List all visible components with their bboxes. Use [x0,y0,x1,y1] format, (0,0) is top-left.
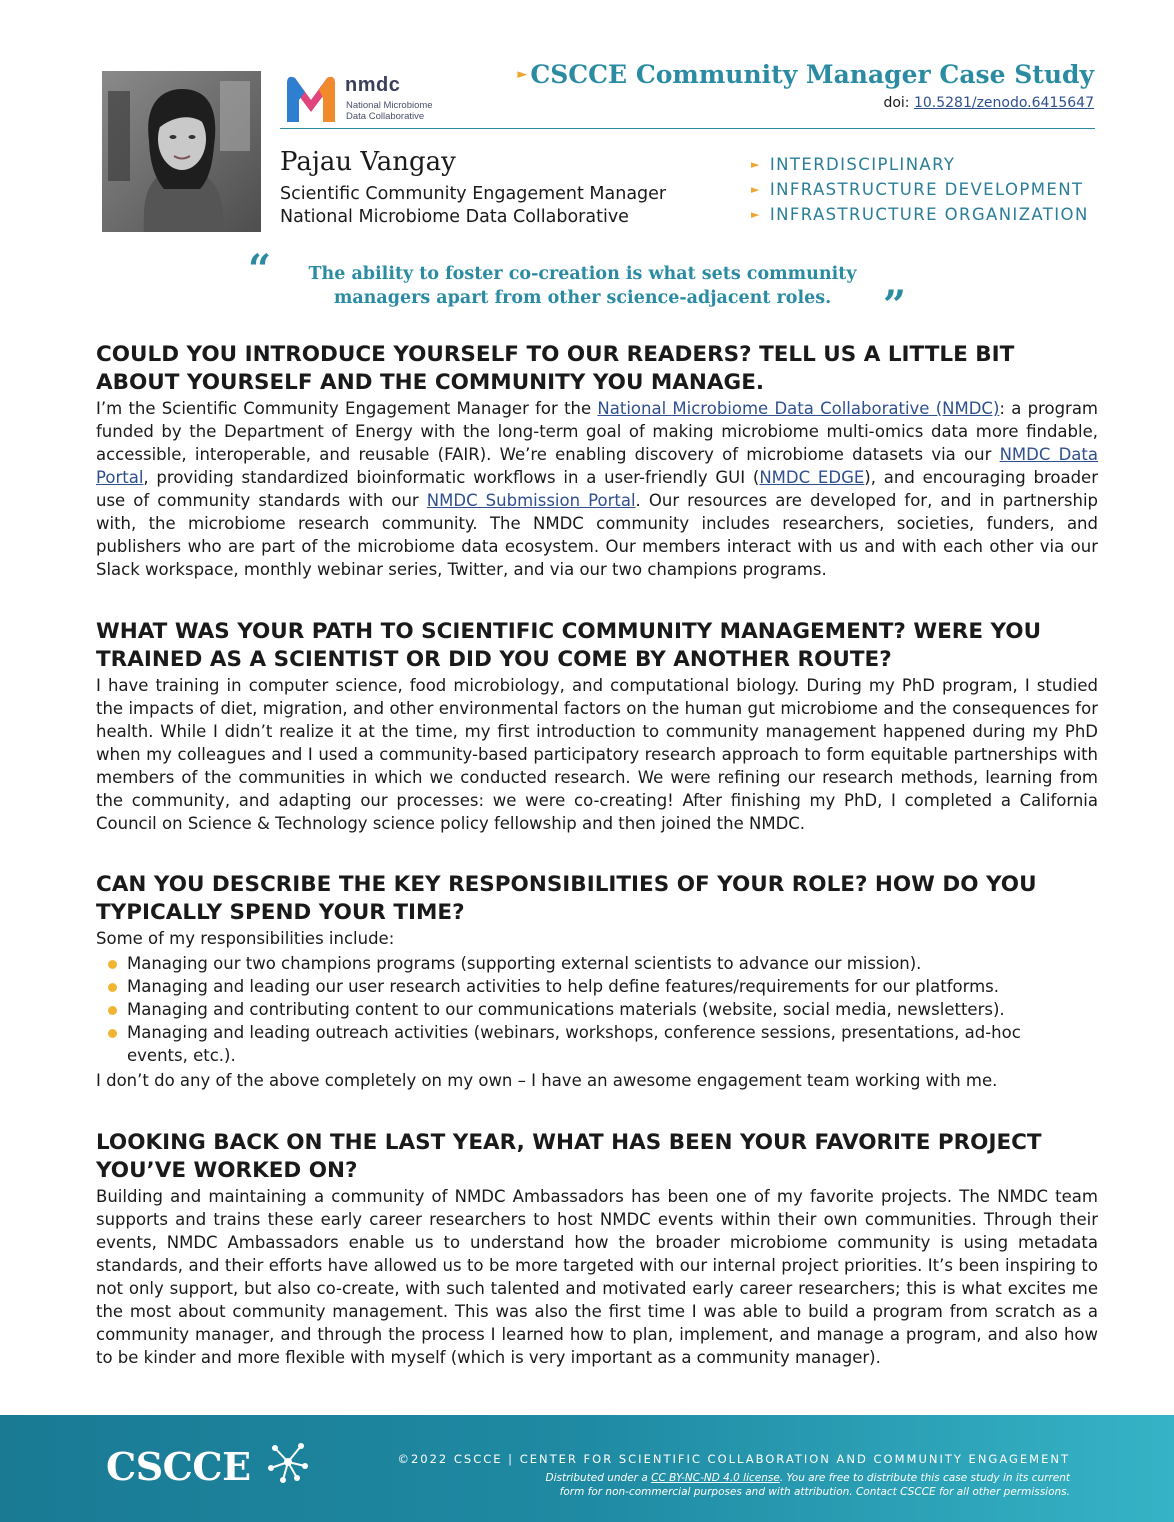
qa-section-path [96,618,1098,835]
triangle-bullet-icon: ► [751,208,761,221]
footer-banner [0,1415,1174,1522]
nmdc-m-mark-icon [283,70,341,126]
triangle-bullet-icon: ► [751,158,761,171]
qa-section-intro [96,341,1098,581]
close-quote-icon: ” [883,282,907,329]
nmdc-logo-word: nmdc [345,74,401,96]
topic-tag-label: INFRASTRUCTURE DEVELOPMENT [769,180,1084,199]
profile-photo [102,71,261,232]
footer-license: Distributed under a CC BY-NC-ND 4.0 license. You are free to distribute this case study in its current form for non-commercial purposes and with attribution. Contact CSCCE for all other permissions. [545,1472,1070,1498]
list-item: Managing and leading outreach activities (webinars, workshops, conference sessions, presentations, ad-hoc events, etc.). [127,1021,1027,1067]
role-title: Scientific Community Engagement Manager [280,184,667,204]
case-study-title-text: CSCCE Community Manager Case Study [530,60,1094,89]
nmdc-logo [283,70,443,126]
pull-quote: The ability to foster co-creation is what sets community managers apart from other science-adjacent roles. [308,264,857,308]
responsibility-list [96,952,1027,1067]
topic-tag-label: INFRASTRUCTURE ORGANIZATION [769,205,1089,224]
role-organization: National Microbiome Data Collaborative [280,207,629,227]
person-name: Pajau Vangay [280,147,456,177]
nmdc-link[interactable]: National Microbiome Data Collaborative (NMDC) [597,399,1000,418]
qa-section-favorite-project [96,1129,1098,1369]
nmdc-logo-subtitle: National Microbiome Data Collaborative [346,100,433,122]
topic-tag [751,177,1089,202]
nmdc-submission-portal-link[interactable]: NMDC Submission Portal [426,491,636,510]
section-body: I’m the Scientific Community Engagement Manager for the National Microbiome Data Collaborative (NMDC): a program funded by the Department of Energy with the long-term goal of making microbiome multi-omics data more findable, accessible, interoperable, and reusable (FAIR). We’re enabling discovery of microbiome datasets via our NMDC Data Portal, providing standardized bioinformatic workflows in a user-friendly GUI (NMDC EDGE), and encouraging broader use of community standards with our NMDC Submission Portal. Our resources are developed for, and in partnership with, the microbiome research community. The NMDC community includes researchers, societies, funders, and publishers who are part of the microbiome data ecosystem. Our members interact with us and with each other via our Slack workspace, monthly webinar series, Twitter, and via our two champions programs. [96,399,1099,579]
doi-line [883,95,1094,111]
section-heading: CAN YOU DESCRIBE THE KEY RESPONSIBILITIES OF YOUR ROLE? HOW DO YOU TYPICALLY SPEND YOUR TIME? [96,872,1037,925]
doi-link[interactable]: 10.5281/zenodo.6415647 [913,95,1094,111]
cscce-logo [106,1440,311,1489]
section-body: Building and maintaining a community of NMDC Ambassadors has been one of my favorite projects. The NMDC team supports and trains these early career researchers to host NMDC events within their own communities. Through their events, NMDC Ambassadors enable us to understand how the broader microbiome community is using metadata standards, and their efforts have allowed us to be more targeted with our internal project priorities. It’s been inspiring to not only support, but also co-create, with such talented and motivated early career researchers; this is what excites me the most about community management. This was also the first time I was able to build a program from scratch as a community manager, and through the process I learned how to plan, implement, and manage a program, and also how to be kinder and more flexible with myself (which is very important as a community manager). [96,1187,1098,1367]
list-item: Managing and leading our user research activities to help define features/requirements for our platforms. [127,975,1027,998]
header-divider [280,128,1095,129]
section-heading: LOOKING BACK ON THE LAST YEAR, WHAT HAS BEEN YOUR FAVORITE PROJECT YOU’VE WORKED ON? [96,1130,1042,1183]
cscce-logo-text: CSCCE [106,1444,251,1489]
triangle-bullet-icon: ► [517,67,528,82]
open-quote-icon: “ [248,246,272,293]
topic-tag-label: INTERDISCIPLINARY [769,155,956,174]
list-item: Managing our two champions programs (supporting external scientists to advance our mission). [127,952,1027,975]
section-intro: Some of my responsibilities include: [96,929,395,948]
qa-section-responsibilities [96,871,1098,1092]
section-outro: I don’t do any of the above completely on my own – I have an awesome engagement team working with me. [96,1071,998,1090]
list-item: Managing and contributing content to our communications materials (website, social media, newsletters). [127,998,1027,1021]
section-heading: COULD YOU INTRODUCE YOURSELF TO OUR READERS? TELL US A LITTLE BIT ABOUT YOURSELF AND THE COMMUNITY YOU MANAGE. [96,342,1015,395]
triangle-bullet-icon: ► [751,183,761,196]
portrait-image [102,71,261,232]
network-icon [265,1440,311,1484]
topic-tag [751,202,1089,227]
topic-tags [751,152,1089,227]
section-body: I have training in computer science, food microbiology, and computational biology. During my PhD program, I studied the impacts of diet, migration, and other environmental factors on the human gut microbiome and the consequences for health. While I didn’t realize it at the time, my first introduction to community management happened during my PhD when my colleagues and I used a community-based participatory research approach to form equitable partnerships with members of the communities in which we conducted research. We were refining our research methods, learning from the community, and adapting our processes: we were co-creating! After finishing my PhD, I completed a California Council on Science & Technology science policy fellowship and then joined the NMDC. [96,676,1098,833]
nmdc-edge-link[interactable]: NMDC EDGE [759,468,865,487]
section-heading: WHAT WAS YOUR PATH TO SCIENTIFIC COMMUNITY MANAGEMENT? WERE YOU TRAINED AS A SCIENTIST OR DID YOU COME BY ANOTHER ROUTE? [96,619,1042,672]
person-role [280,183,666,229]
case-study-title [517,60,1094,89]
doi-label: doi: [883,95,910,111]
footer-copyright: ©2022 CSCCE | CENTER FOR SCIENTIFIC COLLABORATION AND COMMUNITY ENGAGEMENT [397,1452,1070,1466]
nmdc-data-portal-link[interactable]: NMDC Data Portal [96,445,1099,487]
topic-tag [751,152,1089,177]
license-link[interactable]: CC BY-NC-ND 4.0 license [651,1472,780,1484]
